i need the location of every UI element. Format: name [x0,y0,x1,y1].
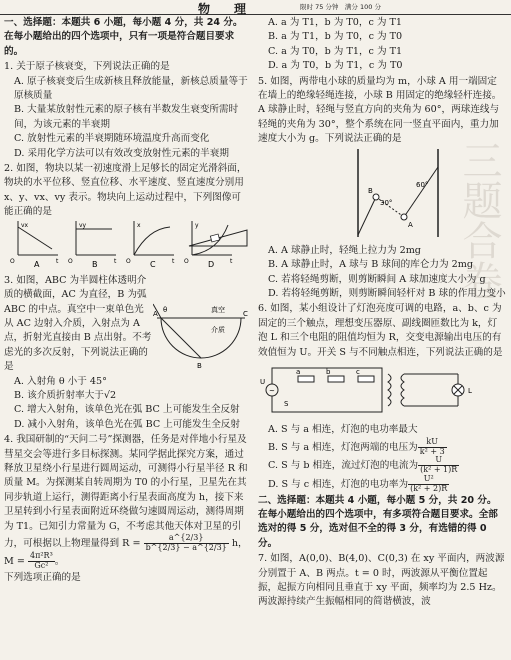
q2-label-b: B [92,260,98,268]
exam-meta: 限时 75 分钟 满分 100 分 [300,3,381,11]
section-2-title: 二、选择题：本题共 4 小题，每小题 5 分，共 20 分。在每小题给出的四个选项中，有多项符合题目要求。全部选对的得 5 分，选对但不全的得 3 分，有选错的得 0 分。 [258,494,498,549]
q5-fig-b: B [368,186,373,195]
q6-fig-u: U [260,378,266,387]
q2-graph-b-ylabel: vy [79,222,87,230]
svg-text:O: O [126,258,131,266]
q6-fig-b: b [326,368,331,377]
svg-text:O: O [184,258,189,266]
q6-fig-a: a [296,368,301,377]
q5-option-b: B. A 球静止时，A 球与 B 球间的库仑力为 2mg [268,259,473,271]
page-header [0,0,511,15]
q4-option-c: C. a 为 T0，b 为 T1，c 为 T1 [268,45,403,57]
q5-fig-angle-60: 60° [416,180,429,189]
q6-fig-s: S [284,400,289,409]
q5-stem: 5. 如图，两带电小球的质量均为 m，小球 A 用一端固定在墙上的绝缘轻绳连接，小球 B 用固定的绝缘轻杆连接。A 球静止时，轻绳与竖直方向的夹角为 60°，两球连线与轻绳的夹角为 30°，整个系统在同一竖直平面内，重力加速度大小为 g。下列说法正确的是 [258,75,502,145]
q2-graph-b-xlabel: t [114,258,117,266]
q1-stem: 1. 关于原子核衰变，下列说法正确的是 [4,61,170,73]
left-column [4,16,249,656]
q2-graph-a-ylabel: vx [21,222,29,230]
q5-figure [258,147,498,239]
q3-semicircle-figure [153,296,249,382]
q4-tail: 下列选项正确的是 [4,572,81,584]
q5-option-d: D. 若将轻绳剪断，则剪断瞬间轻杆对 B 球的作用力变小 [268,288,506,300]
q5-option-a: A. A 球静止时，轻绳上拉力为 2mg [268,244,421,256]
q2-graph-c-ylabel: x [137,222,141,230]
q3-option-c: C. 增大入射角，该单色光在弧 BC 上可能发生全反射 [14,404,240,416]
svg-text:O: O [10,258,15,266]
q3-block [4,274,249,375]
q2-graph-b [68,221,117,267]
q3-fig-medium: 介质 [211,325,225,334]
q2-label-c: C [150,260,156,268]
q3-fig-a: A [153,309,158,318]
q7-stem: 7. 如图，A(0,0)、B(4,0)、C(0,3) 在 xy 平面内，两波源分别置于 A、B 两点。t = 0 时，两波源从平衡位置起振，起振方向相同且垂直于 xy 平面，频率均为 2.5 Hz。两波源持续产生振幅相同的简谐横波，波 [258,553,505,608]
q4-formula-m-prefix: h，M = [4,537,248,568]
q4-option-d: D. a 为 T0，b 为 T1，c 为 T0 [268,60,403,72]
q6-option-d: D. S 与 c 相连，灯泡的电功率为 $\frac{\text{U²}}{\text{(k² + 2)R}}$ [268,474,448,493]
section-1-title: 一、选择题：本题共 6 小题，每小题 4 分，共 24 分。在每小题给出的四个选项中，只有一项是符合题目要求的。 [4,17,243,57]
q2-label-d: D [208,260,215,268]
q3-option-d: D. 减小入射角，该单色光在弧 BC 上可能发生全反射 [14,418,240,430]
right-column [258,16,506,656]
q6-circuit-figure [258,360,498,418]
q2-graph-c [126,221,175,267]
q4-formula-m: $\frac{\text{4π²R³}}{\text{Gc²}}$ [29,551,53,571]
q1-option-c: C. 放射性元素的半衰期随环境温度升高而变化 [14,133,210,145]
q6-option-b: B. S 与 a 相连，灯泡两端的电压为 $\frac{kU}{\text{k² + 3}}$ [268,436,445,456]
q3-fig-vacuum: 真空 [211,305,225,314]
q6-fig-c: c [356,368,360,377]
q2-label-a: A [34,260,40,268]
q3-fig-theta: θ [163,305,168,314]
q2-graph-c-xlabel: t [172,258,175,266]
q3-fig-c: C [243,309,248,318]
svg-text:O: O [68,258,73,266]
q2-incline-figure [187,226,249,248]
q2-stem: 2. 如图，物块以某一初速度滑上足够长的固定光滑斜面，物块的水平位移、竖直位移、水平速度、竖直速度分别用 x、y、vx、vy 表示。物块向上运动过程中，下列图像可能正确的是 [4,162,247,218]
q3-option-b: B. 该介质折射率大于√2 [14,389,117,401]
q4-option-a: A. a 为 T1，b 为 T0，c 为 T1 [268,17,403,28]
q2-graph-d-xlabel: t [230,258,233,266]
q5-fig-a: A [408,220,413,229]
q4-option-b: B. a 为 T1，b 为 T0，c 为 T0 [268,31,403,43]
q2-block [4,162,249,220]
q2-graph-a-xlabel: t [56,258,59,266]
q5-option-c: C. 若将轻绳剪断，则剪断瞬间 A 球加速度大小为 g [268,273,486,285]
svg-text:~: ~ [269,387,275,396]
q6-option-c: C. S 与 b 相连，流过灯泡的电流为 $\frac{U}{\text{(k² + 1)R}}$ [268,455,458,475]
background-watermark: 三题合卷 [456,140,502,300]
q6-option-a: A. S 与 a 相连，灯泡的电功率最大 [268,424,418,436]
q5-fig-angle-30: 30° [380,198,393,207]
q4-stem: 4. 我国研制的“天问二号”探测器，任务是对伴地小行星及彗星交会等进行多目标探测。某同学据此探究方案，通过释放卫星绕小行星进行圆周运动，可测得小行星半径 R 和质量 M。为探测某自转周期为 T0 的小行星，卫星先在其同步轨道上运行，测得距离小行星表面高度为 h，接下来卫星转到小行星表面附近环绕做匀速圆周运动，测得周期为 T1。已知引力常量为 G，不考虑其他天体对卫星的引力，可根据以上物理量得到 R = $\frac{a\^{}\{2/3\}}{b\^{}\{2/3\} - a\^{}\{2/3\}}$ h，M = $\frac{\text{4π²R³}}{\text{Gc²}}$ 。 [4,434,248,571]
q3-fig-b: B [197,361,202,370]
q2-graph-a [10,221,59,267]
q3-stem: 3. 如图，ABC 为半圆柱体透明介质的横截面，AC 为直径，B 为弧 ABC 的中点。真空中一束单色光从 AC 边射入介质，入射点为 A 点，折射光直接由 B 点出射。不考虑光的多次反射，下列说法正确的是 [4,274,152,373]
q6-fig-l: L [468,387,472,396]
q4-stem-text: 4. 我国研制的“天问二号”探测器，任务是对伴地小行星及彗星交会等进行多目标探测。某同学据此探究方案，通过释放卫星绕小行星进行圆周运动，可测得小行星半径 R 和质量 M。为探测某自转周期为 T0 的小行星，卫星先在其同步轨道上运行，测得距离小行星表面高度为 h，接下来卫星转到小行星表面附近环绕做匀速圆周运动，测得周期为 T1。已知引力常量为 G，不考虑其他天体对卫星的引力，可根据以上物理量得到 R = [4,434,248,549]
q6-stem: 6. 如图，某小组设计了灯泡亮度可调的电路，a、b、c 为固定的三个触点，理想变压器原、副线圈匝数比为 k，灯泡 L 和三个电阻的阻值均恒为 R，交变电源输出电压的有效值恒为 U。开关 S 与不同触点相连，下列说法正确的是 [258,303,503,358]
q4-formula-r: $\frac{a\^{}\{2/3\}}{b\^{}\{2/3\} - a\^{}\{2/3\}}$ [145,532,227,552]
q2-graph-d-ylabel: y [195,222,199,230]
q1-option-b: B. 大量某放射性元素的原子核有半数发生衰变所需时间，为该元素的半衰期 [14,104,239,130]
q3-option-a: A. 入射角 θ 小于 45° [14,375,107,387]
q1-option-d: D. 采用化学方法可以有效改变放射性元素的半衰期 [14,147,229,159]
subject-title: 物 理 [198,2,253,16]
q1-option-a: A. 原子核衰变后生成新核且释放能量，新核总质量等于原核质量 [14,75,248,101]
